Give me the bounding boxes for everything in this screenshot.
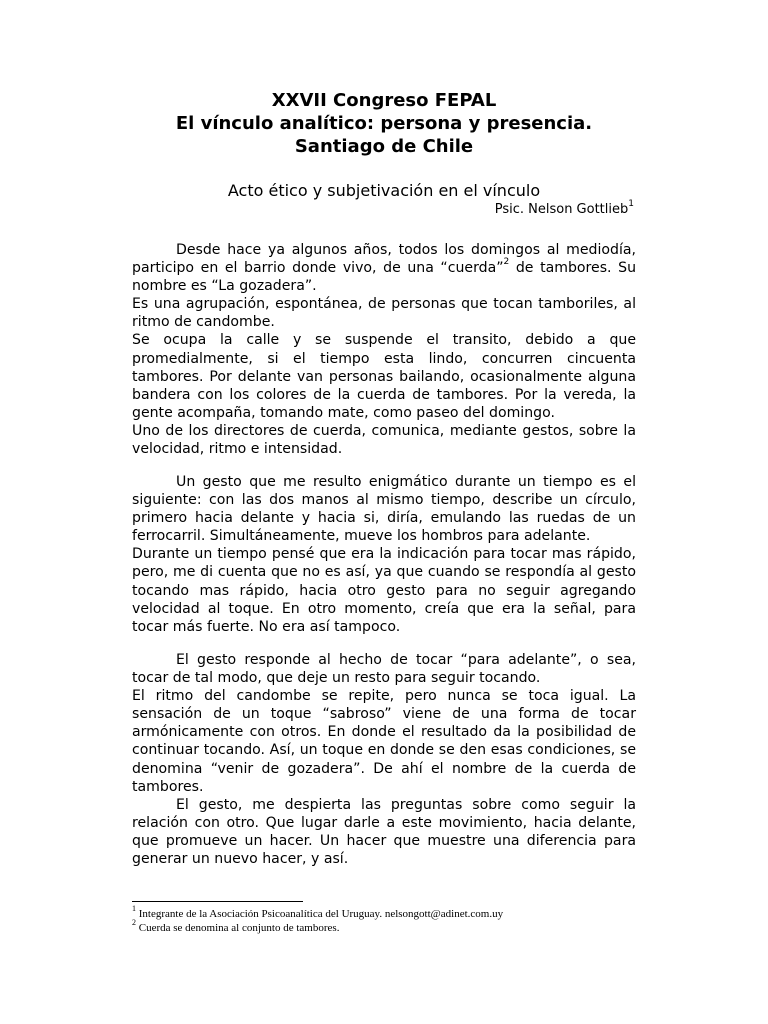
author-footnote-ref: 1 bbox=[628, 198, 634, 209]
footnote-separator bbox=[132, 901, 303, 902]
paragraph: El ritmo del candombe se repite, pero nunca se toca igual. La sensación de un toque “sabroso” viene de una forma de tocar armónicamente con otros. En donde el resultado da la posibilidad de continuar tocando. Así, un toque en donde se den esas condiciones, se denomina “venir de gozadera”. De ahí el nombre de la cuerda de tambores. bbox=[132, 688, 636, 795]
paper-title: Acto ético y subjetivación en el vínculo bbox=[227, 181, 541, 200]
paragraph: El gesto, me despierta las preguntas sobre como seguir la relación con otro. Que lugar darle a este movimiento, hacia delante, que promueve un hacer. Un hacer que muestre una diferencia para generar un nuevo hacer, y así. bbox=[132, 796, 636, 868]
paragraph: Un gesto que me resulto enigmático durante un tiempo es el siguiente: con las dos manos al mismo tiempo, describe un círculo, primero hacia delante y hacia si, diría, emulando las ruedas de un ferrocarril. Simultáneamente, mueve los hombros para adelante. bbox=[132, 474, 636, 545]
author-name: Psic. Nelson Gottlieb bbox=[494, 202, 629, 217]
text-run: Desde hace ya algunos años, todos los domingos al mediodía, participo en el barrio donde vivo, de una “cuerda” bbox=[132, 242, 636, 277]
text-run: de tambores. Su nombre es “La gozadera”. bbox=[132, 260, 636, 295]
author-line bbox=[494, 198, 634, 219]
congress-theme: El vínculo analítico: persona y presencia. bbox=[175, 113, 593, 134]
paragraph: Uno de los directores de cuerda, comunica, mediante gestos, sobre la velocidad, ritmo e intensidad. bbox=[132, 422, 636, 458]
footnote-text: Integrante de la Asociación Psicoanalítica del Uruguay. nelsongott@adinet.com.uy bbox=[138, 908, 504, 920]
congress-title: XXVII Congreso FEPAL bbox=[271, 90, 497, 111]
congress-location: Santiago de Chile bbox=[294, 136, 474, 157]
paragraph: Es una agrupación, espontánea, de personas que tocan tamboriles, al ritmo de candombe. bbox=[132, 296, 636, 331]
footnote bbox=[132, 904, 504, 921]
paragraph-block-2 bbox=[132, 473, 636, 636]
footnote-ref: 2 bbox=[503, 257, 510, 268]
paragraph-block-3 bbox=[132, 651, 636, 868]
paragraph: Se ocupa la calle y se suspende el transito, debido a que promedialmente, si el tiempo esta lindo, concurren cincuenta tambores. Por delante van personas bailando, ocasionalmente alguna bandera con los colores de la cuerda de tambores. Por la vereda, la gente acompaña, tomando mate, como paseo del domingo. bbox=[132, 332, 636, 421]
paragraph: El gesto responde al hecho de tocar “para adelante”, o sea, tocar de tal modo, que deje un resto para seguir tocando. bbox=[132, 652, 636, 687]
footnote-number: 1 bbox=[132, 904, 136, 914]
footnote bbox=[132, 918, 340, 935]
footnote-text: Cuerda se denomina al conjunto de tambores. bbox=[138, 922, 340, 934]
paragraph-block-1 bbox=[132, 241, 636, 458]
footnote-number: 2 bbox=[132, 918, 136, 928]
paragraph bbox=[132, 241, 636, 295]
paragraph: Durante un tiempo pensé que era la indicación para tocar mas rápido, pero, me di cuenta que no es así, ya que cuando se respondía al gesto tocando mas rápido, hacia otro gesto para no seguir agregando velocidad al toque. En otro momento, creía que era la señal, para tocar más fuerte. No era así tampoco. bbox=[132, 546, 636, 635]
